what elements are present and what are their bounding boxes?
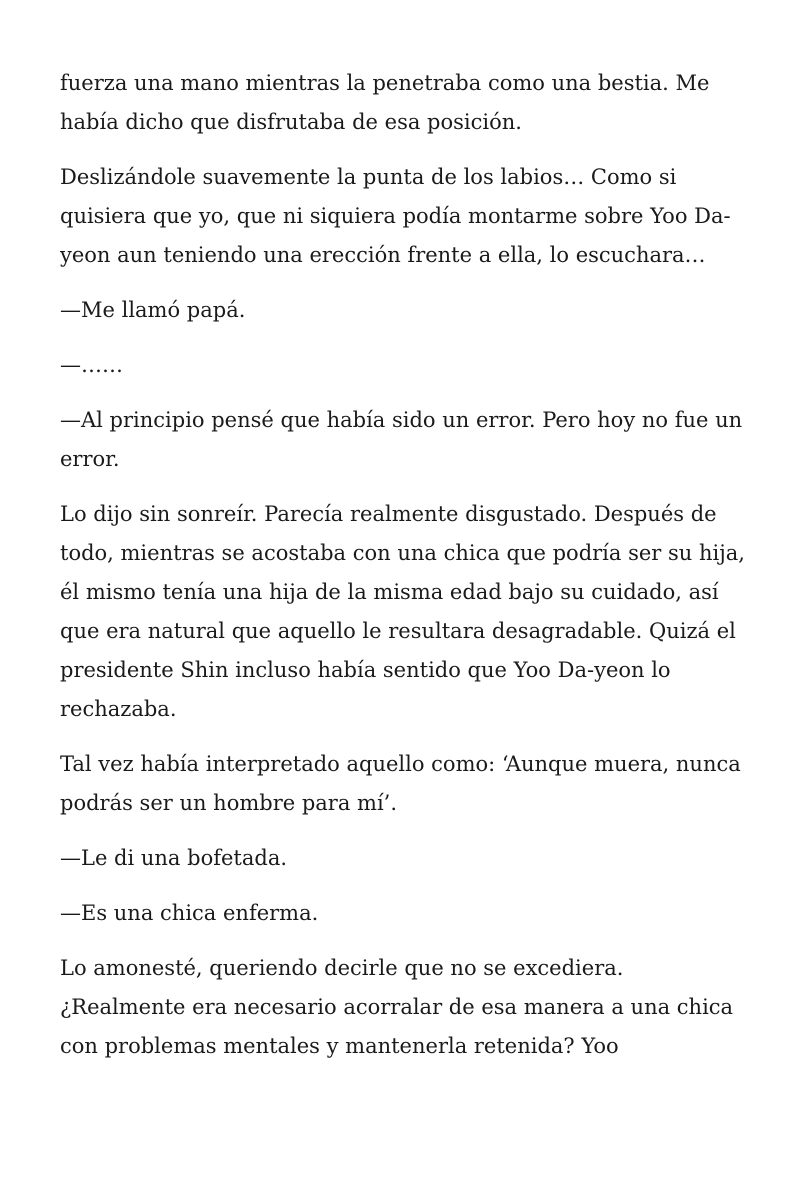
dialogue-line: —Le di una bofetada. [60,846,288,870]
paragraph: Deslizándole suavemente la punta de los labios… Como si quisiera que yo, que ni siquiera podía montarme sobre Yoo Da-yeon aun teniendo una erección frente a ella, lo escuchara… [60,165,731,267]
paragraph: fuerza una mano mientras la penetraba como una bestia. Me había dicho que disfrutaba de esa posición. [60,71,710,134]
paragraph: Lo amonesté, queriendo decirle que no se excediera. ¿Realmente era necesario acorralar de esa manera a una chica con problemas mentales y mantenerla retenida? Yoo [60,956,734,1058]
paragraph: Tal vez había interpretado aquello como: ‘Aunque muera, nunca podrás ser un hombre para mí’. [60,752,741,815]
reader-page [60,64,750,1082]
dialogue-line: —Es una chica enferma. [60,901,319,925]
dialogue-line: —…… [60,353,123,377]
paragraph: Lo dijo sin sonreír. Parecía realmente disgustado. Después de todo, mientras se acostaba con una chica que podría ser su hija, él mismo tenía una hija de la misma edad bajo su cuidado, así que era natural que aquello le resultara desagradable. Quizá el presidente Shin incluso había sentido que Yoo Da-yeon lo rechazaba. [60,502,745,721]
dialogue-line: —Me llamó papá. [60,298,246,322]
dialogue-line: —Al principio pensé que había sido un error. Pero hoy no fue un error. [60,408,743,471]
